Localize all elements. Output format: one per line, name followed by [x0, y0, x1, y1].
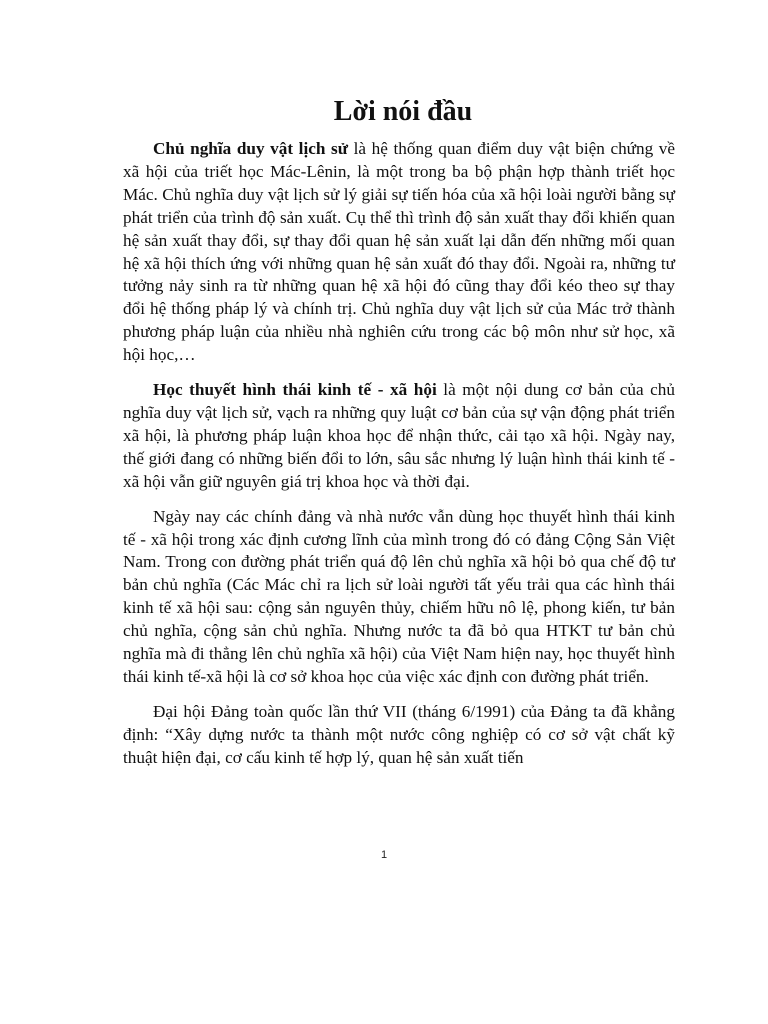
page-title: Lời nói đầu: [333, 96, 473, 127]
paragraph-2-text: là một nội dung cơ bản của chủ nghĩa duy vật lịch sử, vạch ra những quy luật cơ bản của sự vận động phát triển xã hội, là phương pháp luận khoa học để nhận thức, cải tạo xã hội. Ngày nay, thế giới đang có những biến đổi to lớn, sâu sắc nhưng lý luận hình thái kinh tế - xã hội vẫn giữ nguyên giá trị khoa học và thời đại.: [123, 380, 675, 491]
paragraph-3-text: Ngày nay các chính đảng và nhà nước vẫn dùng học thuyết hình thái kinh tế - xã hội trong xác định cương lĩnh của mình trong đó có đảng Cộng Sản Việt Nam. Trong con đường phát triển quá độ lên chủ nghĩa xã hội bỏ qua chế độ tư bản chủ nghĩa (Các Mác chỉ ra lịch sử loài người tất yếu trải qua các hình thái kinh tế xã hội sau: cộng sản nguyên thủy, chiếm hữu nô lệ, phong kiến, tư bản chủ nghĩa, cộng sản chủ nghĩa. Nhưng nước ta đã bỏ qua HTKT tư bản chủ nghĩa mà đi thẳng lên chủ nghĩa xã hội) của Việt Nam hiện nay, học thuyết hình thái kinh tế-xã hội là cơ sở khoa học của việc xác định con đường phát triển.: [123, 506, 675, 686]
paragraph-4: [123, 701, 675, 770]
page-number: 1: [380, 849, 388, 861]
paragraph-3: [123, 506, 675, 689]
paragraph-2: [123, 379, 675, 494]
paragraph-2-lead: Học thuyết hình thái kinh tế - xã hội: [153, 380, 437, 400]
paragraph-4-text: Đại hội Đảng toàn quốc lần thứ VII (tháng 6/1991) của Đảng ta đã khẳng định: “Xây dựng nước ta thành một nước công nghiệp có cơ sở vật chất kỹ thuật hiện đại, cơ cấu kinh tế hợp lý, quan hệ sản xuất tiến: [123, 701, 675, 767]
paragraph-1-lead: Chủ nghĩa duy vật lịch sử: [153, 139, 349, 158]
paragraph-1: [123, 138, 675, 367]
paragraph-1-text: là hệ thống quan điểm duy vật biện chứng về xã hội của triết học Mác-Lênin, là một trong ba bộ phận hợp thành triết học Mác. Chủ nghĩa duy vật lịch sử lý giải sự tiến hóa của xã hội loài người bằng sự phát triển của trình độ sản xuất. Cụ thể thì trình độ sản xuất thay đổi khiến quan hệ sản xuất thay đổi, sự thay đổi quan hệ sản xuất lại dẫn đến những mối quan hệ xã hội thích ứng với những quan hệ sản xuất đó thay đổi. Ngoài ra, những tư tưởng nảy sinh ra từ những quan hệ xã hội đó cũng thay đổi kéo theo sự thay đổi hệ thống pháp lý và chính trị. Chủ nghĩa duy vật lịch sử của Mác trở thành phương pháp luận của nhiều nhà nghiên cứu trong các bộ môn như sử học, xã hội học,…: [123, 139, 675, 365]
